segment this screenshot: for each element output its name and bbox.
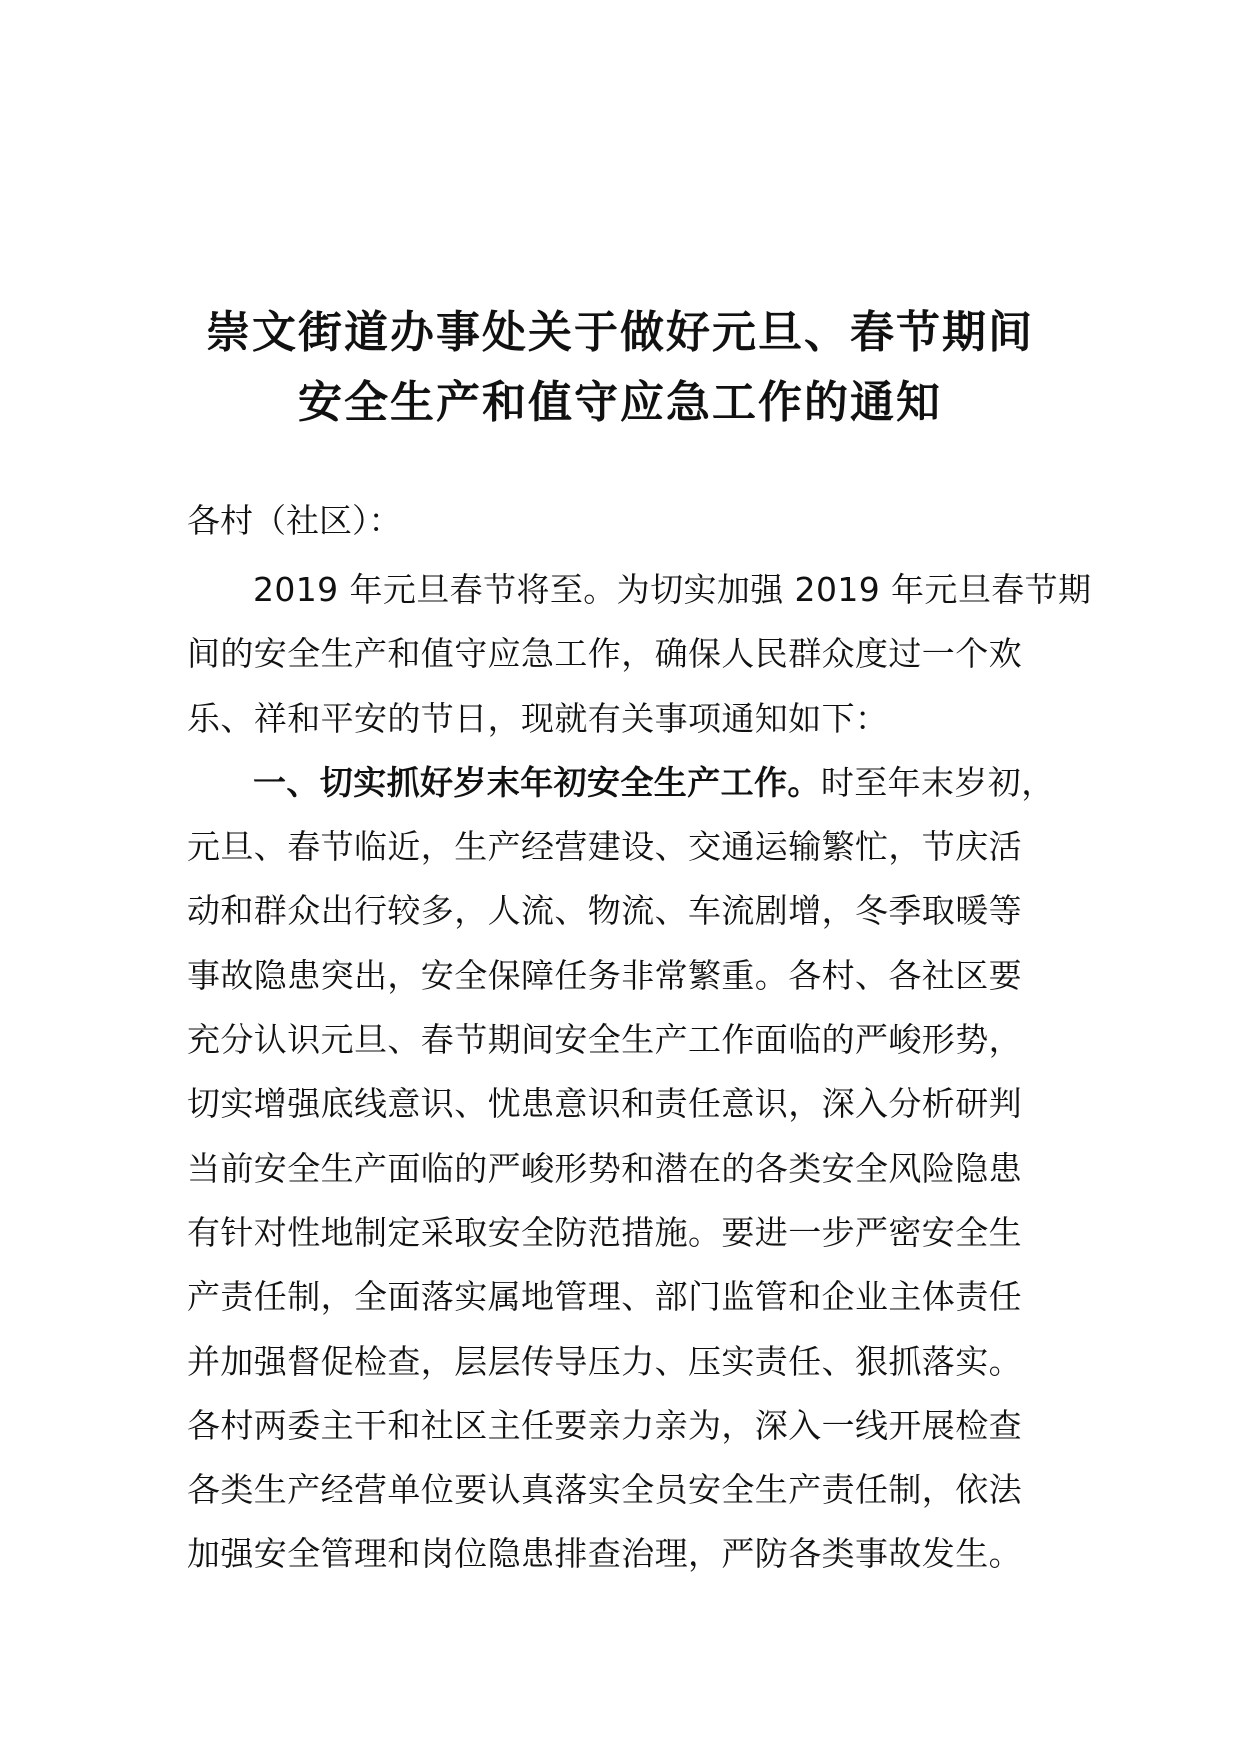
paragraph-1-line-3: 乐、祥和平安的节日，现就有关事项通知如下：: [187, 698, 889, 738]
paragraph-1-line-1: 2019 年元旦春节将至。为切实加强 2019 年元旦春节期: [253, 570, 1092, 609]
section-1-line: 并加强督促检查，层层传导压力、压实责任、狠抓落实。: [187, 1341, 1022, 1381]
section-1-line: 动和群众出行较多，人流、物流、车流剧增，冬季取暖等: [187, 891, 1022, 931]
salutation: 各村（社区）：: [187, 501, 402, 540]
section-1-line: 切实增强底线意识、忧患意识和责任意识，深入分析研判: [187, 1084, 1022, 1124]
paragraph-1-line-2: 间的安全生产和值守应急工作，确保人民群众度过一个欢: [187, 634, 1022, 674]
document-body: [187, 558, 1092, 1587]
section-1-line: 有针对性地制定采取安全防范措施。要进一步严密安全生: [187, 1212, 1022, 1252]
document-title: [0, 298, 1240, 438]
title-line-1: 崇文街道办事处关于做好元旦、春节期间: [206, 307, 1034, 358]
section-1-line: 各村两委主干和社区主任要亲力亲为，深入一线开展检查: [187, 1405, 1022, 1445]
section-1-line: 产责任制，全面落实属地管理、部门监管和企业主体责任: [187, 1277, 1022, 1317]
section-1-first-line: [187, 751, 1087, 815]
section-1-first-line-text: 时至年末岁初，: [820, 762, 1055, 802]
title-line-2: 安全生产和值守应急工作的通知: [298, 377, 942, 428]
section-1-line: 元旦、春节临近，生产经营建设、交通运输繁忙，节庆活: [187, 827, 1022, 867]
section-1-line: 加强安全管理和岗位隐患排查治理，严防各类事故发生。: [187, 1534, 1022, 1574]
section-1-heading: 一、切实抓好岁末年初安全生产工作。: [253, 762, 821, 802]
section-1-line: 事故隐患突出，安全保障任务非常繁重。各村、各社区要: [187, 955, 1022, 995]
section-1-line: 各类生产经营单位要认真落实全员安全生产责任制，依法: [187, 1470, 1022, 1510]
section-1-line: 当前安全生产面临的严峻形势和潜在的各类安全风险隐患: [187, 1148, 1022, 1188]
section-1-line: 充分认识元旦、春节期间安全生产工作面临的严峻形势，: [187, 1020, 1022, 1060]
